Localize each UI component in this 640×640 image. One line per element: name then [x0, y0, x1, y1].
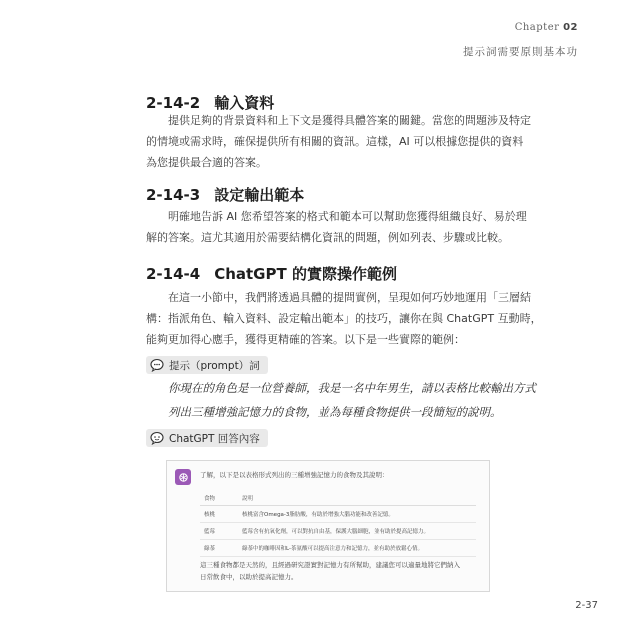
table-header: 食物 — [200, 491, 238, 506]
table-row — [200, 523, 476, 540]
answer-conclusion — [200, 559, 460, 583]
answer-label — [146, 429, 268, 447]
paragraph-line: 解的答案。這尤其適用於需要結構化資訊的問題，例如列表、步驟或比較。 — [146, 231, 509, 244]
food-comparison-table — [200, 491, 476, 557]
section-paragraph-2-14-4 — [146, 287, 542, 350]
chapter-number: 02 — [563, 22, 578, 33]
page-number: 2-37 — [575, 600, 598, 611]
conclusion-line: 這三種食物都是天然的，且經過研究證實對記憶力有所幫助，建議您可以適量地將它們納入 — [200, 561, 460, 569]
table-header-row — [200, 491, 476, 506]
table-cell: 核桃富含Omega-3脂肪酸，有助於增強大腦功能和改善記憶。 — [238, 506, 476, 523]
prompt-line: 你現在的角色是一位營養師，我是一名中年男生，請以表格比較輸出方式 — [168, 381, 536, 395]
paragraph-line: 的情境或需求時，確保提供所有相關的資訊。這樣，AI 可以根據您提供的資料 — [146, 135, 524, 148]
table-row — [200, 540, 476, 557]
chapter-header — [515, 22, 578, 33]
prompt-label — [146, 356, 268, 374]
table-cell: 藍莓含有抗氧化劑，可以對抗自由基，保護大腦細胞，並有助於提高記憶力。 — [238, 523, 476, 540]
chatgpt-answer-screenshot — [166, 460, 490, 592]
chapter-label: Chapter — [514, 22, 560, 33]
paragraph-line: 能夠更加得心應手，獲得更精確的答案。以下是一些實際的範例： — [146, 333, 465, 346]
section-title: ChatGPT 的實際操作範例 — [214, 265, 397, 283]
paragraph-line: 構：指派角色、輸入資料、設定輸出範本」的技巧，讓你在與 ChatGPT 互動時， — [146, 312, 542, 325]
paragraph-line: 提供足夠的背景資料和上下文是獲得具體答案的關鍵。當您的問題涉及特定 — [168, 114, 531, 127]
table-cell: 綠茶中的咖啡因和L-茶氨酸可以提高注意力和記憶力，並有助於放鬆心情。 — [238, 540, 476, 557]
speech-bubble-icon — [150, 358, 164, 372]
table-header: 說明 — [238, 491, 476, 506]
section-heading-2-14-4 — [146, 263, 397, 284]
answer-label-text: ChatGPT 回答內容 — [169, 432, 260, 445]
table-cell: 核桃 — [200, 506, 238, 523]
chapter-subtitle: 提示詞需要原則基本功 — [463, 46, 578, 58]
section-number: 2-14-4 — [146, 265, 201, 283]
section-title: 設定輸出範本 — [214, 186, 305, 204]
prompt-line: 列出三種增強記憶力的食物，並為每種食物提供一段簡短的說明。 — [168, 405, 502, 419]
section-number: 2-14-3 — [146, 186, 201, 204]
section-number: 2-14-2 — [146, 94, 201, 112]
conclusion-line: 日常飲食中，以助於提高記憶力。 — [200, 573, 298, 581]
prompt-label-text: 提示（prompt）詞 — [169, 359, 260, 372]
chat-bubble-icon — [150, 431, 164, 445]
table-cell: 綠茶 — [200, 540, 238, 557]
section-paragraph-2-14-2 — [146, 110, 531, 173]
table-cell: 藍莓 — [200, 523, 238, 540]
paragraph-line: 明確地告訴 AI 您希望答案的格式和範本可以幫助您獲得組織良好、易於理 — [168, 210, 527, 223]
section-paragraph-2-14-3 — [146, 206, 527, 248]
chatgpt-logo-icon — [175, 469, 191, 485]
answer-intro: 了解，以下是以表格形式列出的三種增強記憶力的食物及其說明： — [200, 471, 389, 479]
prompt-text — [168, 376, 536, 424]
section-heading-2-14-3 — [146, 184, 304, 205]
table-row — [200, 506, 476, 523]
section-title: 輸入資料 — [214, 94, 275, 112]
paragraph-line: 為您提供最合適的答案。 — [146, 156, 267, 169]
paragraph-line: 在這一小節中，我們將透過具體的提問實例，呈現如何巧妙地運用「三層結 — [168, 291, 531, 304]
